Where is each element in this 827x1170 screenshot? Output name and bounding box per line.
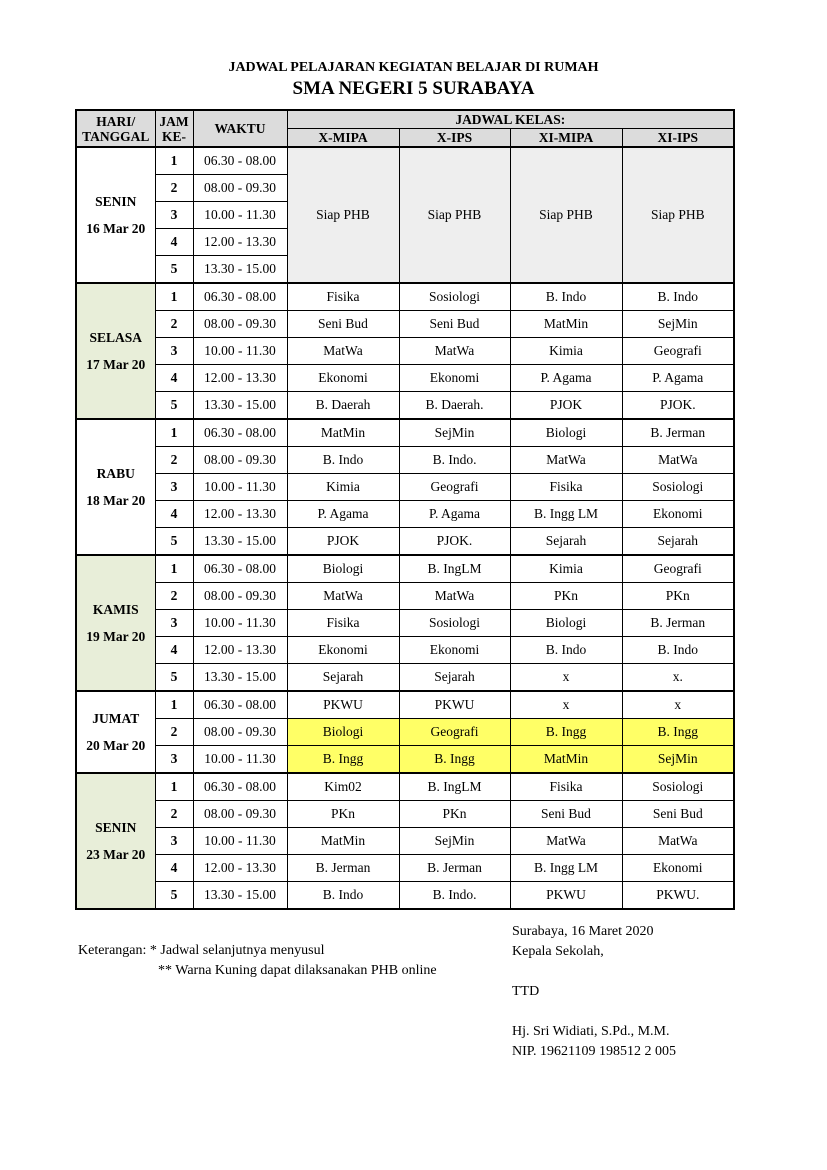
subject-cell: B. Ingg [510, 719, 622, 746]
subject-cell: Sosiologi [622, 773, 734, 801]
jam-cell: 3 [155, 202, 193, 229]
jam-cell: 2 [155, 801, 193, 828]
time-cell: 12.00 - 13.30 [193, 501, 287, 528]
time-cell: 06.30 - 08.00 [193, 147, 287, 175]
subject-cell: Sosiologi [399, 283, 510, 311]
subject-cell: B. Jerman [622, 419, 734, 447]
subject-cell: Biologi [287, 719, 399, 746]
subject-cell: SejMin [622, 311, 734, 338]
note-line-1: Keterangan: * Jadwal selanjutnya menyusul [78, 943, 325, 958]
keterangan-notes [78, 941, 437, 981]
subject-cell: Ekonomi [399, 365, 510, 392]
schedule-table [75, 109, 735, 910]
subject-cell: MatWa [287, 338, 399, 365]
subject-cell: B. Ingg LM [510, 855, 622, 882]
subject-cell: MatWa [510, 447, 622, 474]
subject-cell: B. Indo [510, 283, 622, 311]
table-row [76, 419, 734, 447]
subject-cell: P. Agama [399, 501, 510, 528]
subject-cell: B. Ingg [399, 746, 510, 774]
subject-cell: PJOK. [399, 528, 510, 556]
subject-cell: B. Daerah [287, 392, 399, 420]
subject-cell: MatWa [622, 447, 734, 474]
jam-cell: 5 [155, 392, 193, 420]
subject-cell: B. Ingg [622, 719, 734, 746]
subject-cell: B. Indo. [399, 447, 510, 474]
jam-cell: 1 [155, 147, 193, 175]
time-cell: 10.00 - 11.30 [193, 828, 287, 855]
subject-cell: PKWU. [622, 882, 734, 910]
subject-cell: PKn [287, 801, 399, 828]
header-class: X-MIPA [287, 129, 399, 148]
subject-cell: PKn [399, 801, 510, 828]
subject-cell: PJOK [510, 392, 622, 420]
day-group-jumat [76, 691, 734, 773]
subject-cell: x [510, 664, 622, 692]
subject-cell: PKWU [287, 691, 399, 719]
time-cell: 13.30 - 15.00 [193, 882, 287, 910]
subject-cell: B. Daerah. [399, 392, 510, 420]
subject-cell: Ekonomi [399, 637, 510, 664]
time-cell: 10.00 - 11.30 [193, 610, 287, 637]
subject-cell: Geografi [622, 555, 734, 583]
time-cell: 08.00 - 09.30 [193, 311, 287, 338]
subject-cell: PKWU [510, 882, 622, 910]
subject-cell: Kim02 [287, 773, 399, 801]
subject-cell: Ekonomi [622, 855, 734, 882]
jam-cell: 4 [155, 855, 193, 882]
time-cell: 06.30 - 08.00 [193, 555, 287, 583]
subject-cell: Sejarah [510, 528, 622, 556]
subject-cell: x [510, 691, 622, 719]
time-cell: 10.00 - 11.30 [193, 202, 287, 229]
subject-cell: Siap PHB [510, 147, 622, 283]
subject-cell: Siap PHB [287, 147, 399, 283]
time-cell: 08.00 - 09.30 [193, 175, 287, 202]
jam-cell: 1 [155, 555, 193, 583]
subject-cell: SejMin [622, 746, 734, 774]
jam-cell: 3 [155, 828, 193, 855]
subject-cell: Fisika [287, 610, 399, 637]
signature-block [512, 922, 676, 1062]
title-line-1: JADWAL PELAJARAN KEGIATAN BELAJAR DI RUMAH [228, 60, 599, 75]
time-cell: 08.00 - 09.30 [193, 719, 287, 746]
table-row [76, 828, 734, 855]
day-cell: RABU 18 Mar 20 [76, 419, 155, 555]
subject-cell: MatWa [622, 828, 734, 855]
day-group-kamis [76, 555, 734, 691]
header-class: XI-MIPA [510, 129, 622, 148]
subject-cell: B. IngLM [399, 555, 510, 583]
time-cell: 10.00 - 11.30 [193, 474, 287, 501]
subject-cell: MatMin [510, 311, 622, 338]
table-row [76, 610, 734, 637]
subject-cell: Ekonomi [622, 501, 734, 528]
subject-cell: Fisika [510, 773, 622, 801]
time-cell: 06.30 - 08.00 [193, 283, 287, 311]
subject-cell: Biologi [510, 610, 622, 637]
jam-cell: 3 [155, 746, 193, 774]
day-group-senin-16 [76, 147, 734, 283]
subject-cell: Biologi [510, 419, 622, 447]
subject-cell: PJOK. [622, 392, 734, 420]
time-cell: 13.30 - 15.00 [193, 528, 287, 556]
jam-cell: 1 [155, 419, 193, 447]
time-cell: 08.00 - 09.30 [193, 447, 287, 474]
subject-cell: Siap PHB [622, 147, 734, 283]
table-row [76, 365, 734, 392]
jam-cell: 3 [155, 474, 193, 501]
subject-cell: MatWa [287, 583, 399, 610]
time-cell: 12.00 - 13.30 [193, 365, 287, 392]
subject-cell: Kimia [287, 474, 399, 501]
jam-cell: 5 [155, 256, 193, 284]
table-row [76, 882, 734, 910]
subject-cell: Ekonomi [287, 637, 399, 664]
table-row-highlighted [76, 719, 734, 746]
subject-cell: Geografi [399, 474, 510, 501]
header-hari: HARI/ TANGGAL [76, 110, 155, 147]
time-cell: 13.30 - 15.00 [193, 392, 287, 420]
table-row [76, 283, 734, 311]
jam-cell: 1 [155, 283, 193, 311]
subject-cell: B. Indo [622, 283, 734, 311]
time-cell: 08.00 - 09.30 [193, 801, 287, 828]
jam-cell: 4 [155, 637, 193, 664]
table-row [76, 528, 734, 556]
note-line-2: ** Warna Kuning dapat dilaksanakan PHB online [158, 963, 437, 978]
jam-cell: 2 [155, 583, 193, 610]
subject-cell: B. Ingg LM [510, 501, 622, 528]
jam-cell: 4 [155, 229, 193, 256]
subject-cell: B. Ingg [287, 746, 399, 774]
table-row [76, 583, 734, 610]
jam-cell: 5 [155, 528, 193, 556]
subject-cell: Fisika [287, 283, 399, 311]
subject-cell: SejMin [399, 828, 510, 855]
day-group-selasa [76, 283, 734, 419]
time-cell: 10.00 - 11.30 [193, 746, 287, 774]
jam-cell: 2 [155, 311, 193, 338]
time-cell: 12.00 - 13.30 [193, 229, 287, 256]
table-row [76, 637, 734, 664]
table-row-highlighted [76, 746, 734, 774]
header-waktu: WAKTU [193, 110, 287, 147]
subject-cell: MatWa [510, 828, 622, 855]
header-jadwal-kelas: JADWAL KELAS: [287, 110, 734, 129]
day-group-senin-23 [76, 773, 734, 909]
subject-cell: Geografi [399, 719, 510, 746]
subject-cell: Sosiologi [622, 474, 734, 501]
jam-cell: 5 [155, 664, 193, 692]
time-cell: 06.30 - 08.00 [193, 773, 287, 801]
day-cell: SENIN 16 Mar 20 [76, 147, 155, 283]
day-cell: SELASA 17 Mar 20 [76, 283, 155, 419]
subject-cell: PKn [622, 583, 734, 610]
subject-cell: B. Indo [287, 447, 399, 474]
subject-cell: Sejarah [399, 664, 510, 692]
subject-cell: Seni Bud [622, 801, 734, 828]
jam-cell: 5 [155, 882, 193, 910]
subject-cell: B. Indo. [399, 882, 510, 910]
subject-cell: Geografi [622, 338, 734, 365]
subject-cell: PJOK [287, 528, 399, 556]
signature-role: Kepala Sekolah, [512, 944, 604, 959]
jam-cell: 1 [155, 773, 193, 801]
subject-cell: B. IngLM [399, 773, 510, 801]
time-cell: 12.00 - 13.30 [193, 637, 287, 664]
time-cell: 06.30 - 08.00 [193, 691, 287, 719]
subject-cell: B. Jerman [399, 855, 510, 882]
jam-cell: 2 [155, 719, 193, 746]
day-cell: SENIN 23 Mar 20 [76, 773, 155, 909]
subject-cell: MatWa [399, 338, 510, 365]
jam-cell: 2 [155, 175, 193, 202]
time-cell: 10.00 - 11.30 [193, 338, 287, 365]
subject-cell: MatMin [510, 746, 622, 774]
subject-cell: SejMin [399, 419, 510, 447]
table-row [76, 855, 734, 882]
subject-cell: PKWU [399, 691, 510, 719]
table-row [76, 501, 734, 528]
signature-nip: NIP. 19621109 198512 2 005 [512, 1044, 676, 1059]
jam-cell: 3 [155, 338, 193, 365]
signature-name: Hj. Sri Widiati, S.Pd., M.M. [512, 1024, 670, 1039]
subject-cell: MatMin [287, 419, 399, 447]
table-row [76, 474, 734, 501]
jam-cell: 4 [155, 365, 193, 392]
table-row [76, 801, 734, 828]
jam-cell: 2 [155, 447, 193, 474]
table-row [76, 555, 734, 583]
subject-cell: B. Indo [622, 637, 734, 664]
subject-cell: x. [622, 664, 734, 692]
jam-cell: 1 [155, 691, 193, 719]
subject-cell: B. Jerman [622, 610, 734, 637]
subject-cell: B. Indo [287, 882, 399, 910]
subject-cell: MatMin [287, 828, 399, 855]
signature-place-date: Surabaya, 16 Maret 2020 [512, 924, 654, 939]
subject-cell: Biologi [287, 555, 399, 583]
time-cell: 13.30 - 15.00 [193, 664, 287, 692]
header-class: X-IPS [399, 129, 510, 148]
subject-cell: MatWa [399, 583, 510, 610]
school-name: SMA NEGERI 5 SURABAYA [292, 78, 535, 99]
table-row [76, 392, 734, 420]
jam-cell: 4 [155, 501, 193, 528]
header-class: XI-IPS [622, 129, 734, 148]
subject-cell: Seni Bud [287, 311, 399, 338]
subject-cell: PKn [510, 583, 622, 610]
table-row [76, 311, 734, 338]
table-row [76, 147, 734, 175]
subject-cell: Seni Bud [510, 801, 622, 828]
table-row [76, 447, 734, 474]
table-row [76, 773, 734, 801]
header-jam: JAM KE- [155, 110, 193, 147]
subject-cell: Kimia [510, 338, 622, 365]
subject-cell: Siap PHB [399, 147, 510, 283]
subject-cell: P. Agama [622, 365, 734, 392]
time-cell: 08.00 - 09.30 [193, 583, 287, 610]
subject-cell: x [622, 691, 734, 719]
table-row [76, 338, 734, 365]
time-cell: 12.00 - 13.30 [193, 855, 287, 882]
subject-cell: Fisika [510, 474, 622, 501]
subject-cell: Ekonomi [287, 365, 399, 392]
time-cell: 06.30 - 08.00 [193, 419, 287, 447]
jam-cell: 3 [155, 610, 193, 637]
subject-cell: P. Agama [510, 365, 622, 392]
subject-cell: Sejarah [287, 664, 399, 692]
subject-cell: Sosiologi [399, 610, 510, 637]
subject-cell: B. Jerman [287, 855, 399, 882]
subject-cell: Kimia [510, 555, 622, 583]
subject-cell: B. Indo [510, 637, 622, 664]
subject-cell: P. Agama [287, 501, 399, 528]
day-group-rabu [76, 419, 734, 555]
time-cell: 13.30 - 15.00 [193, 256, 287, 284]
signature-ttd: TTD [512, 984, 540, 999]
subject-cell: Sejarah [622, 528, 734, 556]
day-cell: JUMAT 20 Mar 20 [76, 691, 155, 773]
table-row [76, 691, 734, 719]
subject-cell: Seni Bud [399, 311, 510, 338]
table-row [76, 664, 734, 692]
day-cell: KAMIS 19 Mar 20 [76, 555, 155, 691]
